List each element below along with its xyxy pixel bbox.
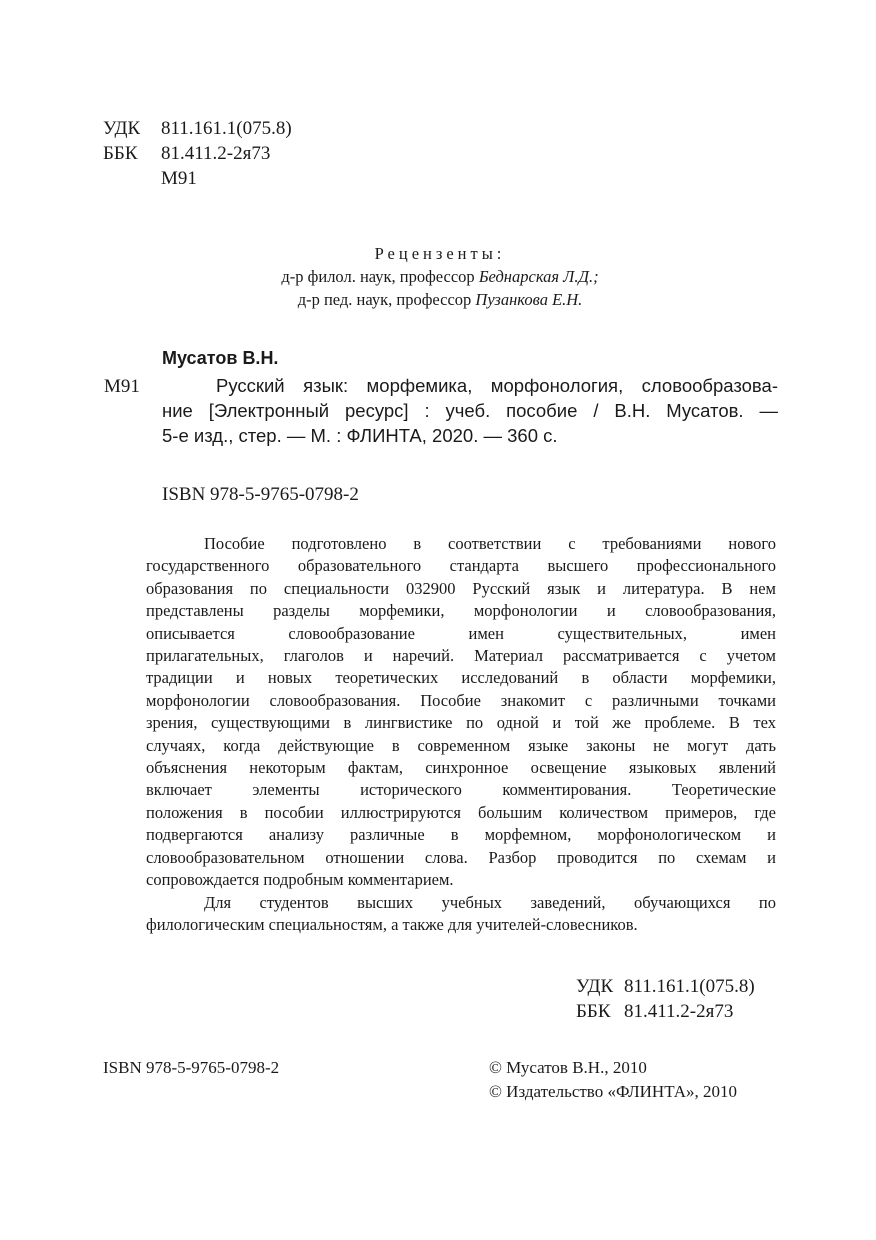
abstract-line: традиции и новых теоретических исследований в области морфемики, xyxy=(146,668,776,688)
abstract-line: представлены разделы морфемики, морфонологии и словообразования, xyxy=(146,601,776,621)
abstract-line: включает элементы исторического комментирования. Теоретические xyxy=(146,780,776,800)
bbk-row xyxy=(103,141,292,166)
bbk-row-bottom xyxy=(576,999,755,1024)
catalog-mark: М91 xyxy=(104,376,140,397)
catalog-line-1: Русский язык: морфемика, морфонология, словообразова- xyxy=(216,375,778,396)
abstract-line: положения в пособии иллюстрируются большим количеством примеров, где xyxy=(146,802,776,822)
reviewers-block xyxy=(180,242,700,311)
bbk-value: 81.411.2-2я73 xyxy=(161,143,271,164)
reviewer-1 xyxy=(180,265,700,288)
index-block-bottom xyxy=(576,974,755,1024)
abstract-line: сопровождается подробным комментарием. xyxy=(146,870,454,890)
abstract-line: Для студентов высших учебных заведений, обучающихся по xyxy=(204,892,776,912)
udk-label: УДК xyxy=(103,118,141,139)
author-mark-row xyxy=(103,166,292,191)
abstract-line: описывается словообразование имен существительных, имен xyxy=(146,623,776,643)
author-mark: М91 xyxy=(161,168,197,189)
abstract xyxy=(146,533,776,936)
abstract-line: филологическим специальностям, а также для учителей-словесников. xyxy=(146,914,638,934)
abstract-line: Пособие подготовлено в соответствии с требованиями нового xyxy=(204,534,776,553)
catalog-line-3: 5-е изд., стер. — М. : ФЛИНТА, 2020. — 360 с. xyxy=(162,425,558,446)
reviewer-1-name: Беднарская Л.Д.; xyxy=(478,267,599,286)
abstract-line: подвергаются анализу различные в морфемном, морфонологическом и xyxy=(146,825,776,845)
catalog-author: Мусатов В.Н. xyxy=(162,348,279,368)
udk-row-bottom xyxy=(576,974,755,999)
bbk-label: ББК xyxy=(103,143,138,164)
footer-copyrights xyxy=(489,1056,737,1104)
bbk-value-bottom: 81.411.2-2я73 xyxy=(624,1001,734,1022)
udk-value-bottom: 811.161.1(075.8) xyxy=(624,976,755,997)
abstract-line: зрения, существующими в лингвистике по одной и той же проблеме. В тех xyxy=(146,713,776,733)
bbk-label-bottom: ББК xyxy=(576,1001,611,1022)
abstract-line: словообразовательном отношении слова. Разбор проводится по схемам и xyxy=(146,847,776,867)
abstract-line: прилагательных, глаголов и наречий. Материал рассматривается с учетом xyxy=(146,646,776,666)
abstract-line: образования по специальности 032900 Русский язык и литература. В нем xyxy=(146,578,776,598)
reviewers-heading: Рецензенты: xyxy=(374,244,506,263)
udk-label-bottom: УДК xyxy=(576,976,614,997)
udk-value: 811.161.1(075.8) xyxy=(161,118,292,139)
abstract-line: морфонологии словообразования. Пособие знакомит с различными точками xyxy=(146,690,776,710)
copyright-author: © Мусатов В.Н., 2010 xyxy=(489,1058,647,1077)
catalog-isbn: ISBN 978-5-9765-0798-2 xyxy=(162,484,359,505)
reviewer-2-name: Пузанкова Е.Н. xyxy=(475,290,583,309)
abstract-line: объяснения некоторым фактам, синхронное освещение языковых явлений xyxy=(146,758,776,778)
catalog-line-2: ние [Электронный ресурс] : учеб. пособие / В.Н. Мусатов. — xyxy=(162,400,778,421)
udk-row xyxy=(103,116,292,141)
abstract-line: случаях, когда действующие в современном языке законы не могут дать xyxy=(146,735,776,755)
footer-isbn: ISBN 978-5-9765-0798-2 xyxy=(103,1058,280,1077)
index-block-top xyxy=(103,116,292,191)
catalog-description xyxy=(162,373,778,448)
reviewer-2-title: д-р пед. наук, профессор xyxy=(297,290,476,309)
abstract-line: государственного образовательного стандарта высшего профессионального xyxy=(146,556,776,576)
reviewer-2 xyxy=(180,288,700,311)
reviewer-1-title: д-р филол. наук, профессор xyxy=(281,267,479,286)
copyright-publisher: © Издательство «ФЛИНТА», 2010 xyxy=(489,1082,738,1101)
